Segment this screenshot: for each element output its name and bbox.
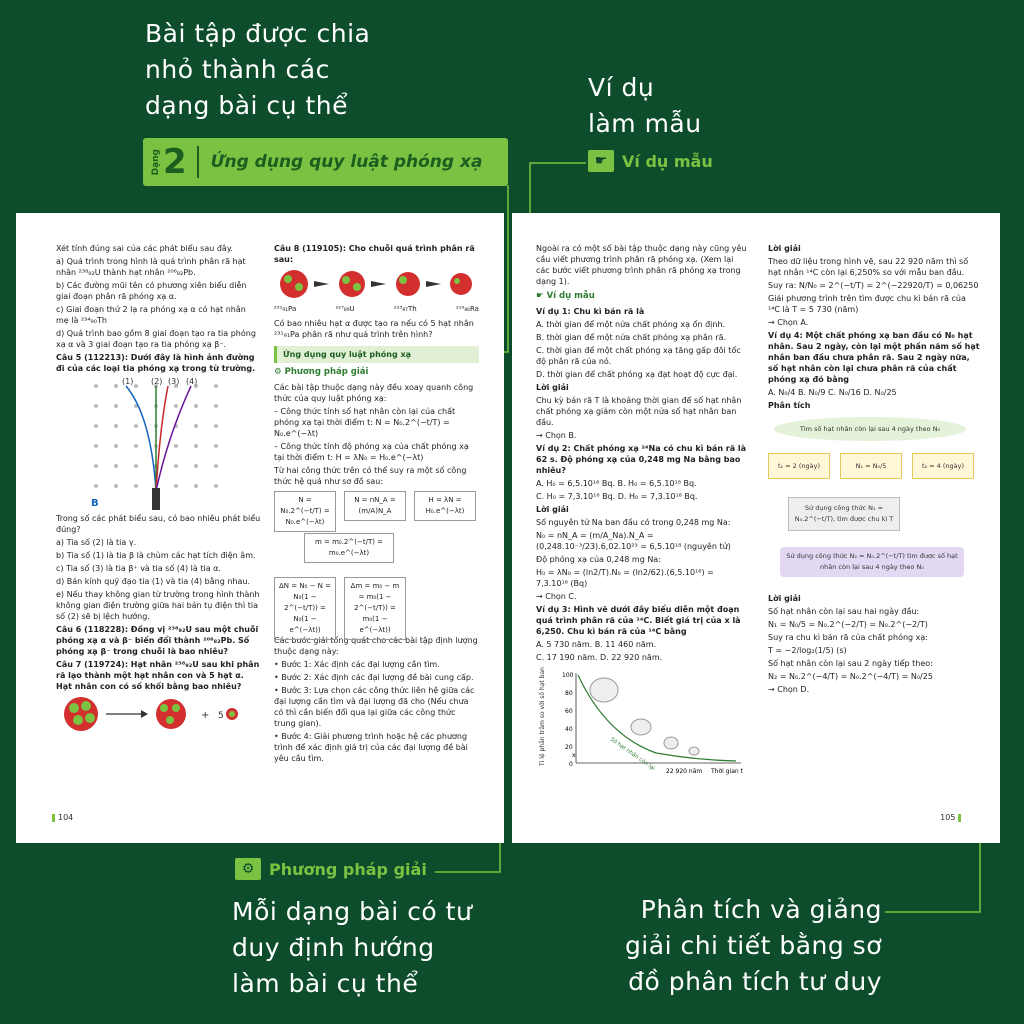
left-col-2: [274, 243, 479, 766]
svg-text:(3): (3): [168, 377, 180, 386]
ex3-result: Giải phương trình trên tìm được chu kì bán rã của ¹⁴C là T = 5 730 (năm): [768, 294, 966, 314]
flow-goal: Tìm số hạt nhân còn lại sau 4 ngày theo N₀: [774, 417, 966, 441]
decay-graph: [536, 665, 746, 775]
page-number-left: 104: [52, 812, 73, 823]
q8-prompt: Có bao nhiêu hạt α được tạo ra nếu có 5 hạt nhân ²³¹₉₁Pa phân rã như quá trình trên hình?: [274, 319, 474, 339]
ex1-a: A. thời gian để một nửa chất phóng xạ ổn định.: [536, 320, 726, 329]
formula-box: ΔN = N₀ − N = N₀(1 − 2^(−t/T)) = N₀(1 − e^(−λt)): [274, 577, 336, 640]
y-tick: 60: [565, 708, 573, 715]
example-2: Ví dụ 2: Chất phóng xạ ²⁴Na có chu kì bán rã là 62 s. Độ phóng xạ của 0,248 mg Na bằng bao nhiêu?: [536, 444, 747, 475]
y-tick: 40: [565, 726, 573, 733]
ex2-cd: C. H₀ = 7,3.10¹⁶ Bq. D. H₀ = 7,3.10¹⁸ Bq.: [536, 492, 698, 501]
svg-text:(1): (1): [122, 377, 134, 386]
formula-box: N = N₀.2^(−t/T) = N₀.e^(−λt): [274, 491, 336, 532]
ex1-c: C. thời gian để một chất phóng xạ tăng gấp đôi tốc độ phân rã của nó.: [536, 346, 741, 366]
left-page: [16, 213, 504, 843]
ex2-step1: Số nguyên tử Na ban đầu có trong 0,248 mg Na:: [536, 518, 731, 527]
x-label-time: 22 920 năm: [666, 768, 703, 775]
gear-icon: ⚙: [235, 858, 261, 880]
callout-divided-exercises: Bài tập được chia nhỏ thành các dạng bài cụ thể: [145, 19, 371, 120]
ex3-calc: Suy ra: N/N₀ = 2^(−t/T) = 2^(−22920/T) = 0,06250: [768, 281, 979, 290]
example-1: Ví dụ 1: Chu kì bán rã là: [536, 307, 645, 316]
svg-text:B: B: [91, 498, 99, 509]
method-consequence: Từ hai công thức trên có thể suy ra một số công thức hệ quả như sơ đồ sau:: [274, 466, 467, 486]
right-col-1: [536, 243, 748, 778]
q5-b: b) Tia số (1) là tia β là chùm các hạt tích điện âm.: [56, 551, 256, 560]
step-1: • Bước 1: Xác định các đại lượng cần tìm.: [274, 660, 440, 669]
ex4-line2: Suy ra chu kì bán rã của chất phóng xạ:: [768, 633, 928, 642]
formula-diagram: [274, 491, 479, 634]
solution-heading: Lời giải: [536, 383, 569, 392]
pointing-hand-icon: ☛: [588, 150, 614, 172]
x-marker: x: [572, 752, 576, 759]
flow-given-t2: t₂ = 4 (ngày): [912, 453, 974, 479]
decay-label: ²³¹₉₁Pa: [274, 305, 297, 313]
ex1-b: B. thời gian để một nửa chất phóng xạ phân rã.: [536, 333, 727, 342]
steps-intro: Các bước giải tổng quát cho các bài tập định lượng thuộc dạng này:: [274, 636, 478, 656]
dang-banner: [143, 138, 508, 186]
analysis-flowchart: [768, 413, 980, 591]
svg-text:(2): (2): [151, 377, 163, 386]
ex3-ab: A. 5 730 năm. B. 11 460 năm.: [536, 640, 657, 649]
ex4-calc1: N₁ = N₀/5 = N₀.2^(−2/T) = N₀.2^(−2/T): [768, 620, 928, 629]
flow-given-t1: t₁ = 2 (ngày): [768, 453, 830, 479]
ex4-calc2: T = −2/log₂(1/5) (s): [768, 646, 847, 655]
callout-method: Mỗi dạng bài có tư duy định hướng làm bài cụ thể: [232, 897, 473, 998]
ex2-calc1: N₀ = nN_A = (m/A_Na).N_A = (0,248.10⁻³/23).6,02.10²³ = 6,5.10¹⁸ (nguyên tử): [536, 531, 731, 551]
flow-given-n1: N₁ = N₀/5: [840, 453, 902, 479]
question-8: Câu 8 (119105): Cho chuỗi quá trình phân rã sau:: [274, 244, 475, 264]
dang-number: 2: [163, 142, 187, 182]
vidu-chip-label: Ví dụ mẫu: [622, 151, 713, 171]
method-chip: [235, 858, 427, 880]
right-page: [512, 213, 1000, 843]
page-number-right: 105: [940, 812, 964, 823]
callout-sample-examples: Ví dụ làm mẫu: [588, 73, 702, 138]
ex4-answer: → Chọn D.: [768, 685, 810, 694]
analysis-heading: Phân tích: [768, 401, 811, 410]
ex1-answer: → Chọn B.: [536, 431, 577, 440]
decay-chain-figure: [274, 267, 479, 301]
statement-b: b) Các đường mũi tên có phương xiên biểu diễn giai đoạn phân rã phóng xạ α.: [56, 281, 247, 301]
ex4-line3: Số hạt nhân còn lại sau 2 ngày tiếp theo:: [768, 659, 933, 668]
vidu-chip: [588, 150, 713, 172]
question-7: Câu 7 (119724): Hạt nhân ²³⁸₉₂U sau khi phân rã lạo thành một hạt nhân con và 5 hạt α. Hạt nhân con có số khối bằng bao nhiêu?: [56, 660, 260, 691]
y-tick: 20: [565, 744, 573, 751]
method-intro: Các bài tập thuộc dạng này đều xoay quanh công thức của quy luật phóng xạ:: [274, 383, 474, 403]
decay-label: ²¹⁹₈₆Ra: [455, 305, 479, 313]
flow-find-period: Sử dụng công thức N₁ = N₀.2^(−t/T), tìm được chu kì T: [788, 497, 900, 531]
solution-heading: Lời giải: [536, 505, 569, 514]
method-formula-h: – Công thức tính độ phóng xạ của chất phóng xạ tại thời điểm t: H = λN₀ = H₀.e^(−λt): [274, 442, 469, 462]
nucleus-decay-figure: [56, 694, 256, 734]
step-2: • Bước 2: Xác định các đại lượng đề bài cung cấp.: [274, 673, 474, 682]
formula-box: Δm = m₀ − m = m₀(1 − 2^(−t/T)) = m₀(1 − e^(−λt)): [344, 577, 406, 640]
statement-d: d) Quá trình bao gồm 8 giai đoạn tạo ra tia phóng xạ α và 3 giai đoạn tạo ra tia phóng xạ β⁻.: [56, 329, 256, 349]
formula-box: H = λN = H₀.e^(−λt): [414, 491, 476, 521]
statement-a: a) Quá trình trong hình là quá trình phân rã hạt nhân ²³⁸₉₂U thành hạt nhân ²⁰⁶₈₂Pb.: [56, 257, 246, 277]
q5-d: d) Bán kính quỹ đạo tia (1) và tia (4) bằng nhau.: [56, 577, 250, 586]
ex4-options: A. N₀/4 B. N₀/9 C. N₀/16 D. N₀/25: [768, 388, 897, 397]
example-3: Ví dụ 3: Hình vẽ dưới đây biểu diễn một đoạn quá trình phân rã của ¹⁴C. Biết giá trị của x là 6,250. Chu kì bán rã của ¹⁴C bằng: [536, 605, 741, 636]
right-col-2: [768, 243, 980, 697]
decay-label: ²²⁷₈₉U: [335, 305, 355, 313]
ex4-calc3: N₂ = N₀.2^(−4/T) = N₀.2^(−4/T) = N₀/25: [768, 672, 933, 681]
decay-label: ²²³₈₇Th: [393, 305, 417, 313]
example-4: Ví dụ 4: Một chất phóng xạ ban đầu có N₀ hạt nhân. Sau 2 ngày, còn lại một phần năm số hạt nhân ban đầu chưa phân rã. Sau 2 ngày nữa, số hạt nhân còn lại chưa phân rã của chất phóng xạ đó bằng: [768, 331, 980, 384]
banner-divider: [197, 146, 199, 178]
question-5: Câu 5 (112213): Dưới đây là hình ảnh đường đi của các loại tia phóng xạ trong từ trường.: [56, 353, 256, 373]
ex3-solution: Theo dữ liệu trong hình vẽ, sau 22 920 năm thì số hạt nhân ¹⁴C còn lại 6,250% so với mẫu ban đầu.: [768, 257, 969, 277]
banner-title: Ứng dụng quy luật phóng xạ: [210, 152, 483, 172]
q5-a: a) Tia số (2) là tia γ.: [56, 538, 137, 547]
y-tick: 0: [569, 761, 573, 768]
ex2-ab: A. H₀ = 6,5.10¹⁶ Bq. B. H₀ = 6,5.10¹⁸ Bq.: [536, 479, 697, 488]
question-6: Câu 6 (118228): Đồng vị ²³⁸₉₂U sau một chuỗi phóng xạ α và β⁻ biến đổi thành ²⁰⁶₈₂Pb. Số phóng xạ β⁻ trong chuỗi là bao nhiêu?: [56, 625, 259, 656]
solution-heading: Lời giải: [768, 594, 801, 603]
q5-c: c) Tia số (3) là tia β⁺ và tia số (4) là tia α.: [56, 564, 221, 573]
method-formula-n: – Công thức tính số hạt nhân còn lại của chất phóng xạ tại thời điểm t: N = N₀.2^(−t/T) = N₀.e^(−λt): [274, 407, 456, 438]
svg-text:(4): (4): [186, 377, 198, 386]
ex3-cd: C. 17 190 năm. D. 22 920 năm.: [536, 653, 663, 662]
x-label-axis: Thời gian t: [711, 768, 743, 775]
curve-label: Số hạt nhân còn lại: [608, 736, 656, 773]
method-chip-label: Phương pháp giải: [269, 859, 427, 879]
graph-ylabel: Tỉ lệ phần trăm so với số hạt ban đầu (%): [539, 665, 546, 766]
ex1-d: D. thời gian để chất phóng xạ đạt hoạt độ cực đại.: [536, 370, 738, 379]
statement-intro: Xét tính đúng sai của các phát biểu sau đây.: [56, 244, 233, 253]
flow-find-n2: Sử dụng công thức N₂ = N₀.2^(−t/T) tìm được số hạt nhân còn lại sau 4 ngày theo N₀: [780, 547, 964, 577]
step-4: • Bước 4: Giải phương trình hoặc hệ các phương trình để xác định giá trị của các đại lượng đề bài yêu cầu tìm.: [274, 732, 468, 763]
q5-e: e) Nếu thay không gian từ trường trong hình thành không gian điện trường giữa hai bản tụ điện thì tia số (2) sẽ bị lệch hướng.: [56, 590, 260, 621]
solution-heading: Lời giải: [768, 244, 801, 253]
q5-prompt: Trong số các phát biểu sau, có bao nhiêu phát biểu đúng?: [56, 514, 261, 534]
statement-c: c) Giai đoạn thứ 2 lạ ra phóng xạ α có hạt nhân mẹ là ²³⁴₉₀Th: [56, 305, 246, 325]
callout-analysis: Phân tích và giảng giải chi tiết bằng sơ đồ phân tích tư duy: [624, 895, 882, 996]
ex3-answer: → Chọn A.: [768, 318, 809, 327]
ex4-line1: Số hạt nhân còn lại sau hai ngày đầu:: [768, 607, 920, 616]
decay-labels: [274, 304, 479, 315]
left-col-1: [56, 243, 261, 737]
extra-note: Ngoài ra có một số bài tập thuộc dạng này cũng yêu cầu viết phương trình phân rã phóng xạ. (Xem lại các bước viết phương trình phân rã phóng xạ trong dạng 1).: [536, 244, 747, 286]
ex1-solution: Chu kỳ bán rã T là khoảng thời gian để số hạt nhân chất phóng xạ giảm còn một nửa số hạt nhân ban đầu.: [536, 396, 742, 427]
step-3: • Bước 3: Lựa chọn các công thức liên hệ giữa các đại lượng cần tìm và đại lượng đã cho (Nếu chưa có thì cần biến đổi qua lại giữa các công thức trung gian).: [274, 686, 475, 728]
y-tick: 80: [565, 690, 573, 697]
ex2-calc2: H₀ = λN₀ = (ln2/T).N₀ = (ln2/62).(6,5.10¹⁸) = 7,3.10¹⁶ (Bq): [536, 568, 714, 588]
svg-text:+: +: [201, 710, 210, 721]
radiation-field-figure: [56, 376, 256, 511]
ex2-step2: Độ phóng xạ của 0,248 mg Na:: [536, 555, 661, 564]
formula-box: m = m₀.2^(−t/T) = m₀.e^(−λt): [304, 533, 394, 563]
ex2-answer: → Chọn C.: [536, 592, 577, 601]
dang-label: Dạng: [151, 148, 161, 176]
y-tick: 100: [562, 672, 574, 679]
formula-box: N = nN_A = (m/A)N_A: [344, 491, 406, 521]
vidu-heading: ☛ Ví dụ mẫu: [536, 291, 595, 301]
svg-text:5: 5: [218, 711, 224, 721]
method-heading: ⚙ Phương pháp giải: [274, 367, 369, 377]
mini-dang-banner: Ứng dụng quy luật phóng xạ: [274, 346, 479, 363]
